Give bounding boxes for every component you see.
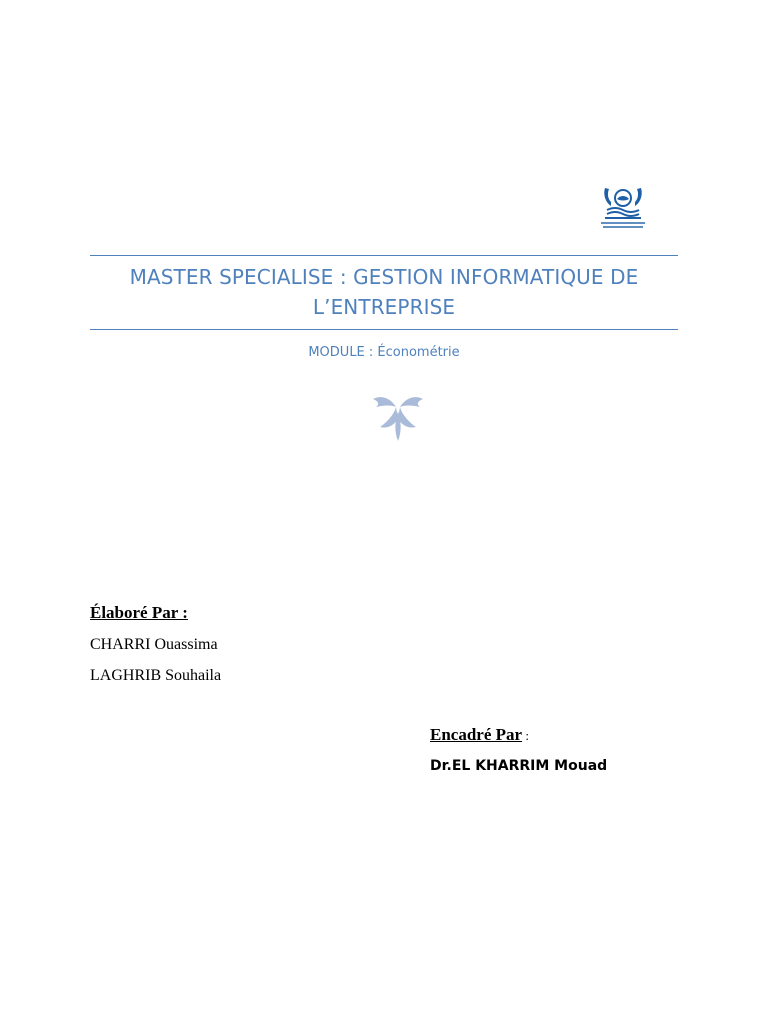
author-name: CHARRI Ouassima [90,636,218,653]
supervisor-heading-line [430,725,529,745]
supervisor-heading: Encadré Par [430,725,523,744]
author-name: LAGHRIB Souhaila [90,667,222,684]
module-subtitle: MODULE : Économétrie [308,345,460,360]
authors-heading: Élaboré Par : [90,603,188,622]
title-line-1: MASTER SPECIALISE : GESTION INFORMATIQUE DE [129,265,639,289]
university-logo-icon [597,184,649,232]
title-line-2: L’ENTREPRISE [312,295,456,319]
supervisor-name: Dr.EL KHARRIM Mouad [430,758,608,774]
decorative-ornament-icon [370,393,426,443]
supervisor-heading-colon: : [522,728,529,743]
title-top-rule [90,255,678,256]
title-bottom-rule [90,329,678,330]
document-title [90,262,678,322]
